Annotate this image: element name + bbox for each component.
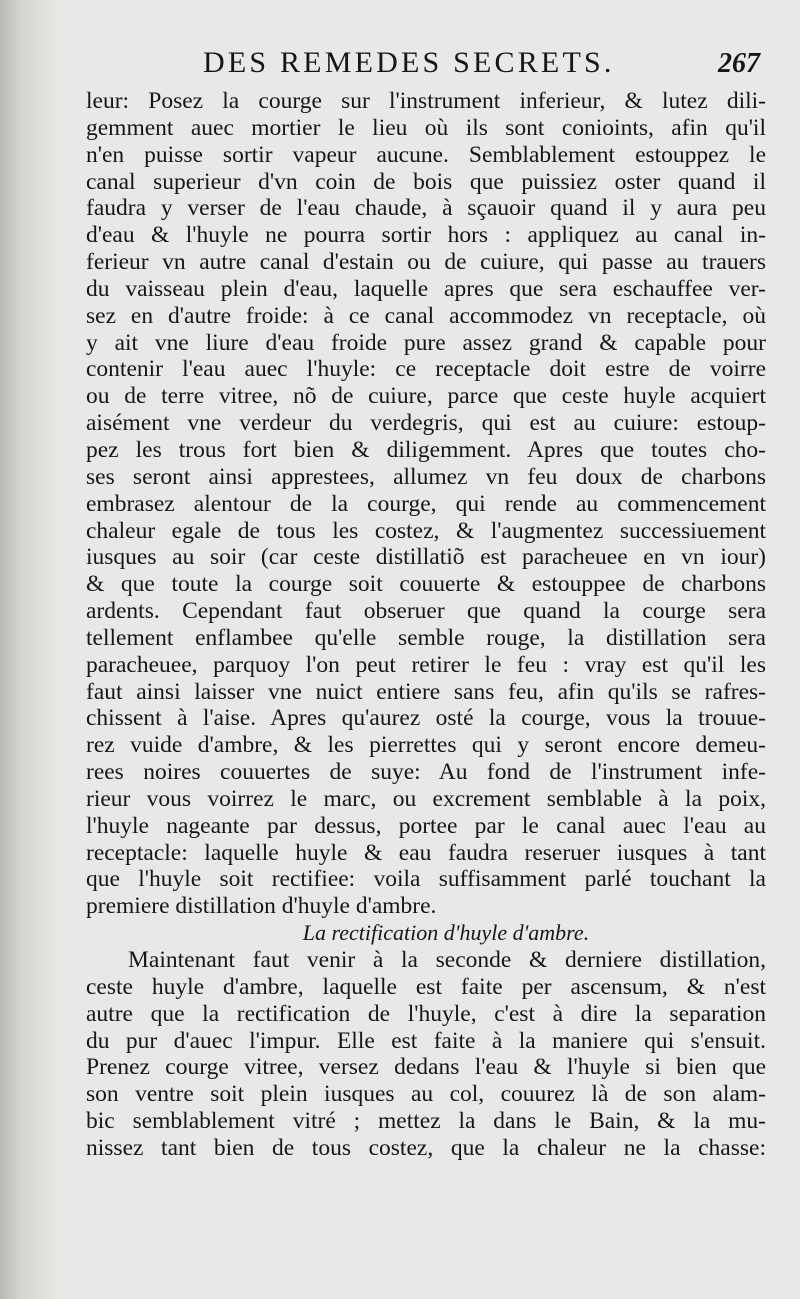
text-line: Prenez courge vitree, versez dedans l'eau & l'huyle si bien que: [86, 1054, 766, 1081]
text-line: faut ainsi laisser vne nuict entiere sans feu, afin qu'ils se rafres-: [86, 678, 766, 705]
text-line: tellement enflambee qu'elle semble rouge, la distillation sera: [86, 624, 766, 651]
text-line: d'eau & l'huyle ne pourra sortir hors : appliquez au canal in-: [86, 222, 766, 249]
text-line: chaleur egale de tous les costez, & l'augmentez successiuement: [86, 517, 766, 544]
text-line: embrasez alentour de la courge, qui rende au commencement: [86, 490, 766, 517]
text-line: premiere distillation d'huyle d'ambre.: [86, 893, 437, 920]
running-head: DES REMEDES SECRETS.: [203, 46, 615, 79]
text-line: sez en d'autre froide: à ce canal accommodez vn receptacle, où: [86, 302, 766, 329]
text-line: rees noires couuertes de suye: Au fond de l'instrument infe-: [86, 759, 766, 786]
text-line: ou de terre vitree, nõ de cuiure, parce que ceste huyle acquiert: [86, 383, 766, 410]
text-line: rez vuide d'ambre, & les pierrettes qui y seront encore demeu-: [86, 732, 766, 759]
text-line: ferieur vn autre canal d'estain ou de cuiure, qui passe au trauers: [86, 249, 766, 276]
section-title: La rectification d'huyle d'ambre.: [302, 920, 590, 946]
text-line: Maintenant faut venir à la seconde & derniere distillation,: [128, 947, 766, 973]
page-number: 267: [718, 48, 760, 79]
text-line: bic semblablement vitré ; mettez la dans le Bain, & la mu-: [86, 1108, 766, 1135]
text-line: chissent à l'aise. Apres qu'aurez osté la courge, vous la trouue-: [86, 705, 766, 732]
text-line: l'huyle nageante par dessus, portee par le canal auec l'eau au: [86, 812, 766, 839]
text-line: contenir l'eau auec l'huyle: ce receptacle doit estre de voirre: [86, 356, 766, 383]
text-line: ses seront ainsi apprestees, allumez vn feu doux de charbons: [86, 463, 766, 490]
text-line: aisément vne verdeur du verdegris, qui est au cuiure: estoup-: [86, 410, 766, 437]
text-line: pez les trous fort bien & diligemment. Apres que toutes cho-: [86, 436, 766, 463]
text-line: n'en puisse sortir vapeur aucune. Semblablement estouppez le: [86, 141, 766, 168]
text-line: faudra y verser de l'eau chaude, à sçauoir quand il y aura peu: [86, 195, 766, 222]
text-line: y ait vne liure d'eau froide pure assez grand & capable pour: [86, 329, 766, 356]
text-line: du vaisseau plein d'eau, laquelle apres que sera eschauffee ver-: [86, 275, 766, 302]
page-header: [95, 46, 770, 86]
text-line: iusques au soir (car ceste distillatiõ est paracheuee en vn iour): [86, 544, 766, 571]
body-text: [86, 88, 766, 1162]
text-line: paracheuee, parquoy l'on peut retirer le feu : vray est qu'il les: [86, 651, 766, 678]
text-line: receptacle: laquelle huyle & eau faudra reseruer iusques à tant: [86, 839, 766, 866]
text-line: que l'huyle soit rectifiee: voila suffisamment parlé touchant la: [86, 866, 766, 893]
text-line: rieur vous voirrez le marc, ou excrement semblable à la poix,: [86, 785, 766, 812]
gutter-shadow: [0, 0, 60, 1299]
text-line: & que toute la courge soit couuerte & estouppee de charbons: [86, 571, 766, 598]
text-line: son ventre soit plein iusques au col, couurez là de son alam-: [86, 1081, 766, 1108]
text-line: nissez tant bien de tous costez, que la chaleur ne la chasse:: [86, 1134, 766, 1161]
text-line: canal superieur d'vn coin de bois que puissiez oster quand il: [86, 168, 766, 195]
text-line: du pur d'auec l'impur. Elle est faite à la maniere qui s'ensuit.: [86, 1027, 766, 1054]
text-line: autre que la rectification de l'huyle, c'est à dire la separation: [86, 1000, 766, 1027]
text-line: leur: Posez la courge sur l'instrument inferieur, & lutez dili-: [86, 88, 766, 114]
text-line: ceste huyle d'ambre, laquelle est faite per ascensum, & n'est: [86, 973, 766, 1000]
text-line: gemment auec mortier le lieu où ils sont conioints, afin qu'il: [86, 114, 766, 141]
text-line: ardents. Cependant faut obseruer que quand la courge sera: [86, 598, 766, 625]
